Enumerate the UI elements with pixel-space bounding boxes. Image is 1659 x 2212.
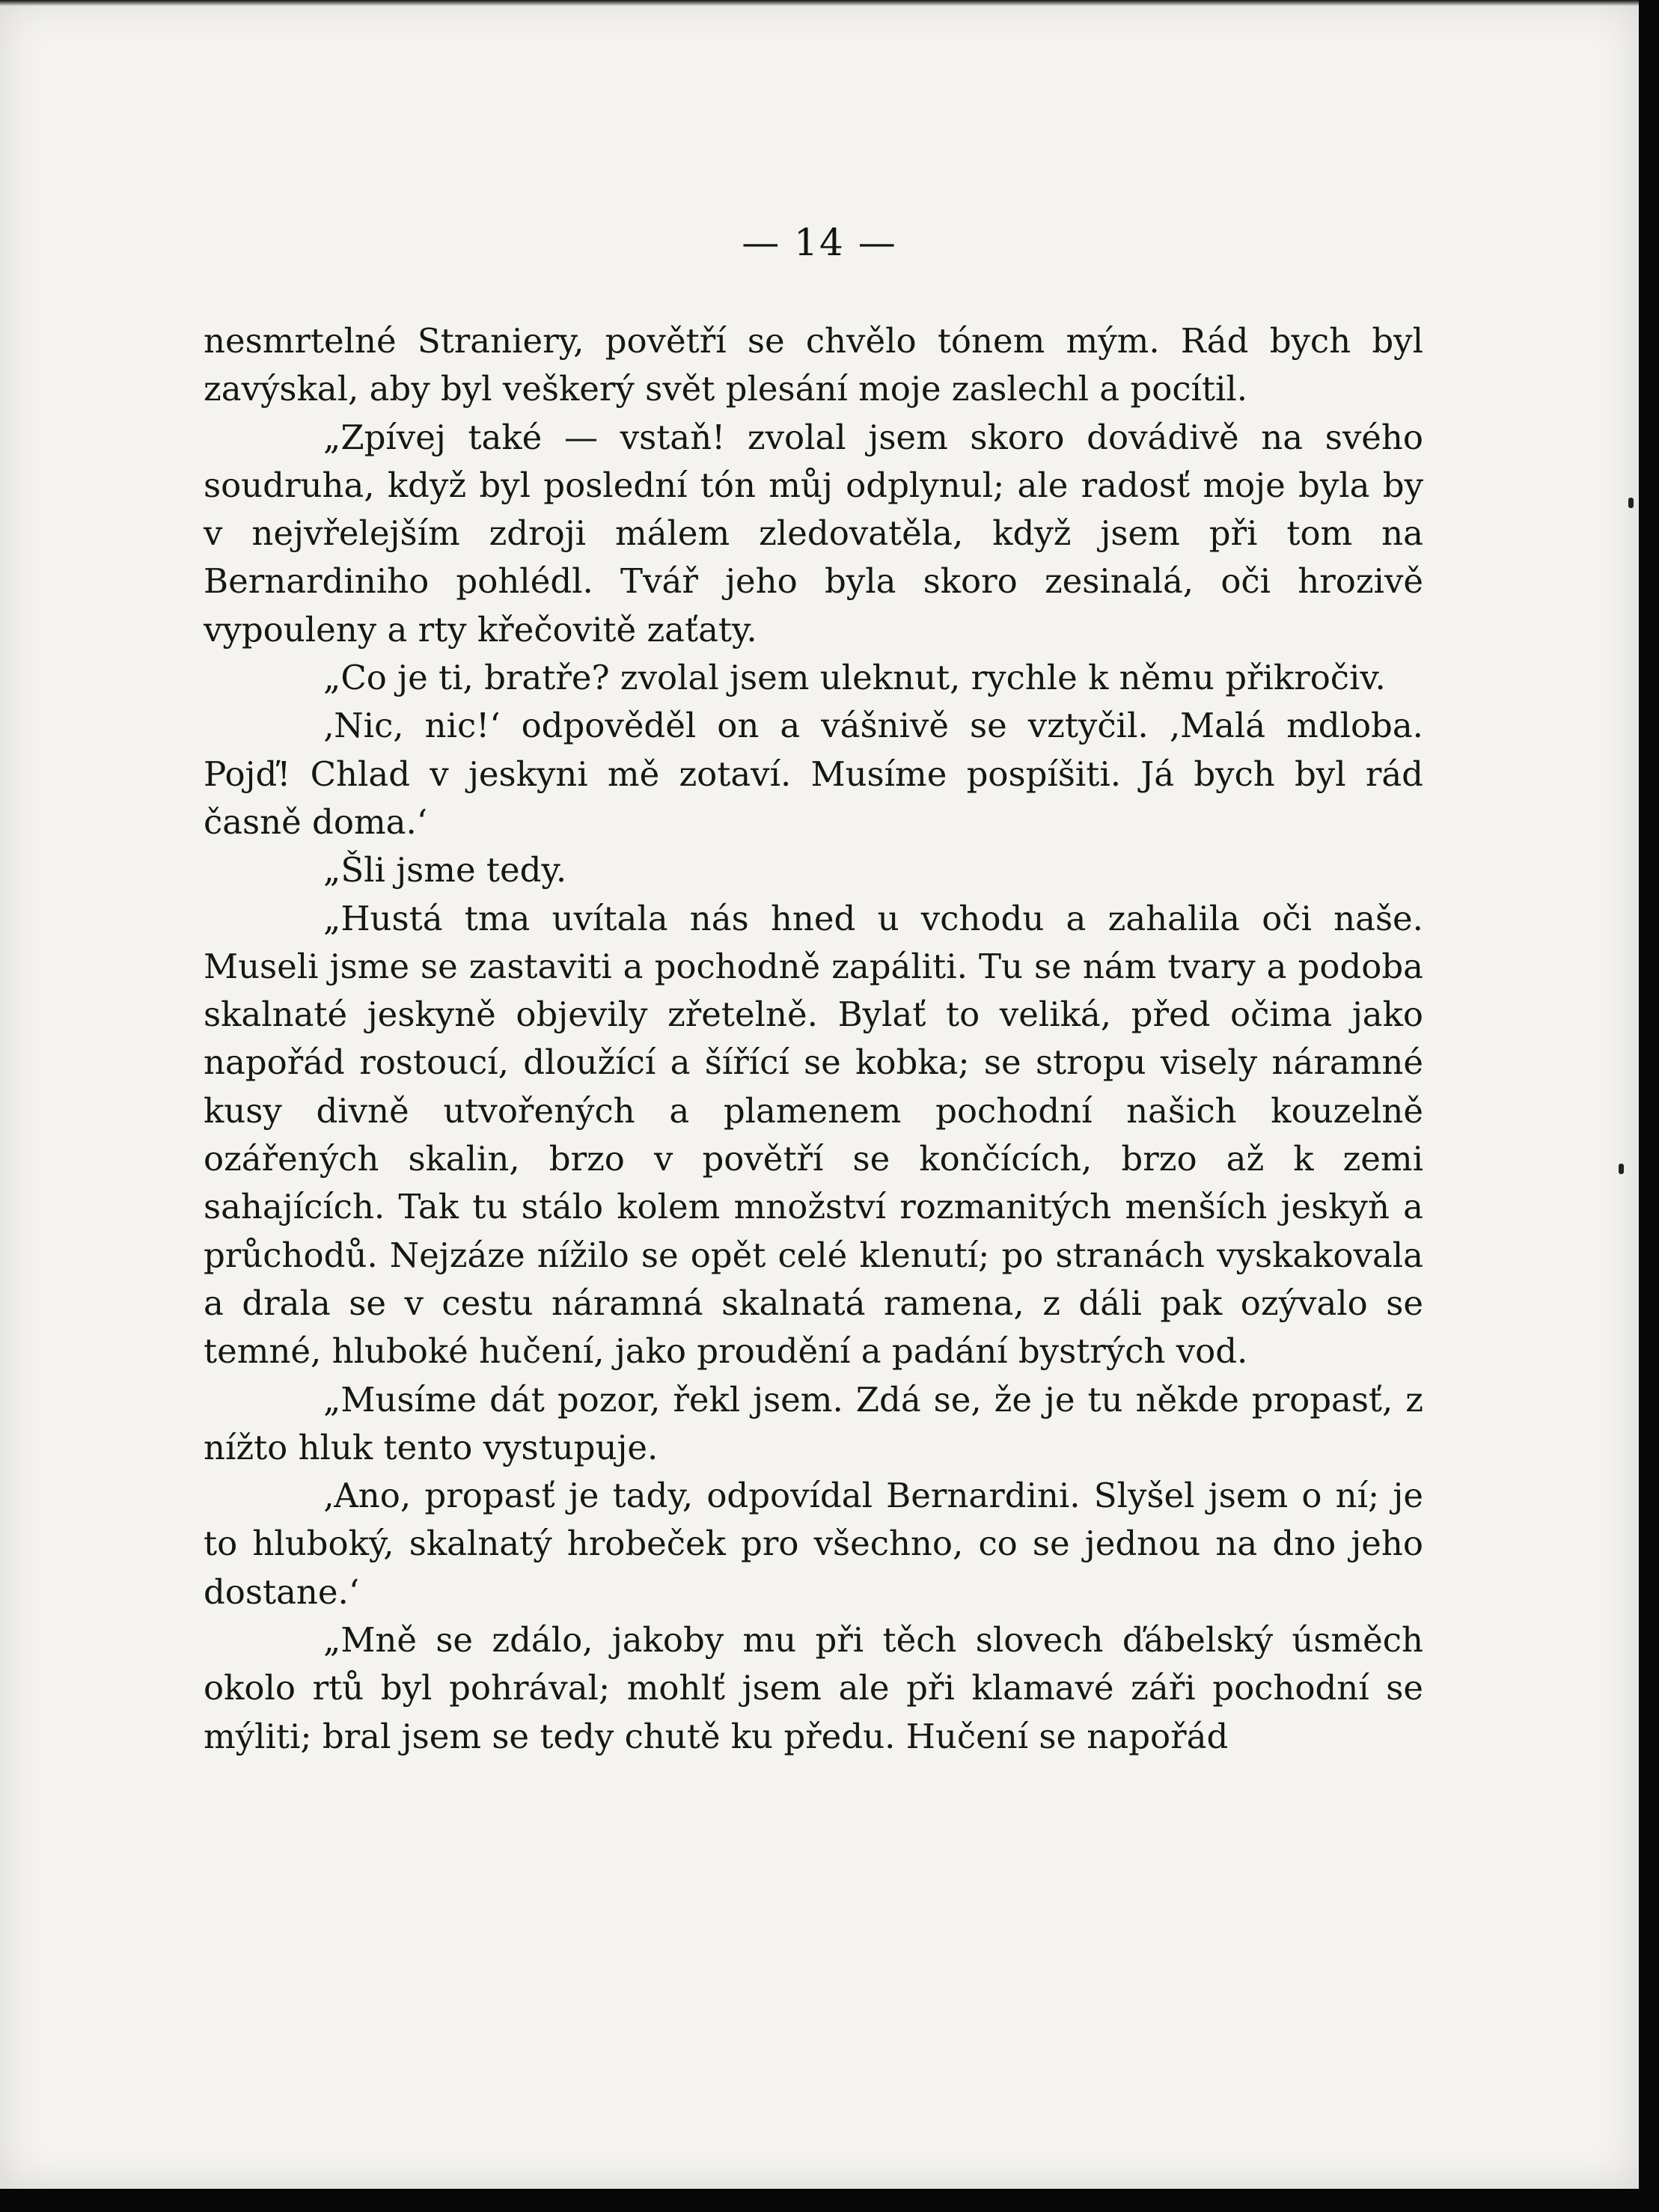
body-text	[204, 317, 1423, 1761]
paragraph-2: „Zpívej také — vstaň! zvolal jsem skoro dovádivě na svého soudruha, když byl poslední tón můj odplynul; ale radosť moje byla by v nejvřelejším zdroji málem zledovatěla, když jsem při tom na Bernardiniho pohlédl. Tvář jeho byla skoro zesinalá, oči hrozivě vypouleny a rty křečovitě zaťaty.	[204, 417, 1423, 650]
scan-edge-right	[1639, 0, 1659, 2212]
paragraph-6: „Hustá tma uvítala nás hned u vchodu a zahalila oči naše. Museli jsme se zastaviti a pochodně zapáliti. Tu se nám tvary a podoba skalnaté jeskyně objevily zřetelně. Bylať to veliká, před očima jako napořád rostoucí, dloužící a šířící se kobka; se stropu visely náramné kusy divně utvořených a plamenem pochodní našich kouzelně ozářených skalin, brzo v povětří se končících, brzo až k zemi sahajících. Tak tu stálo kolem množství rozmanitých menších jeskyň a průchodů. Nejzáze nížilo se opět celé klenutí; po stranách vyskakovala a drala se v cestu náramná skalnatá ramena, z dáli pak ozývalo se temné, hluboké hučení, jako proudění a padání bystrých vod.	[204, 898, 1423, 1372]
scan-edge-bottom	[0, 2189, 1659, 2212]
paragraph-1: nesmrtelné Straniery, povětří se chvělo tónem mým. Rád bych byl zavýskal, aby byl veškerý svět plesání moje zaslechl a pocítil.	[204, 321, 1423, 409]
scan-edge-top	[0, 0, 1659, 6]
page-number: — 14 —	[742, 221, 897, 264]
paragraph-8: ‚Ano, propasť je tady, odpovídal Bernardini. Slyšel jsem o ní; je to hluboký, skalnatý hrobeček pro všechno, co se jednou na dno jeho dostane.‘	[204, 1476, 1423, 1612]
paragraph-5: „Šli jsme tedy.	[323, 850, 567, 890]
paragraph-3: „Co je ti, bratře? zvolal jsem uleknut, rychle k němu přikročiv.	[323, 658, 1386, 698]
margin-mark	[1628, 498, 1634, 508]
margin-mark	[1619, 1164, 1624, 1174]
paragraph-7: „Musíme dát pozor, řekl jsem. Zdá se, že je tu někde propasť, z nížto hluk tento vystupuje.	[204, 1379, 1423, 1467]
paragraph-4: ‚Nic, nic!‘ odpověděl on a vášnivě se vztyčil. ‚Malá mdloba. Pojď! Chlad v jeskyni mě zotaví. Musíme pospíšiti. Já bych byl rád časně doma.‘	[204, 706, 1423, 842]
paragraph-9: „Mně se zdálo, jakoby mu při těch slovech ďábelský úsměch okolo rtů byl pohrával; mohlť jsem ale při klamavé záři pochodní se mýliti; bral jsem se tedy chutě ku předu. Hučení se napořád	[204, 1620, 1423, 1756]
